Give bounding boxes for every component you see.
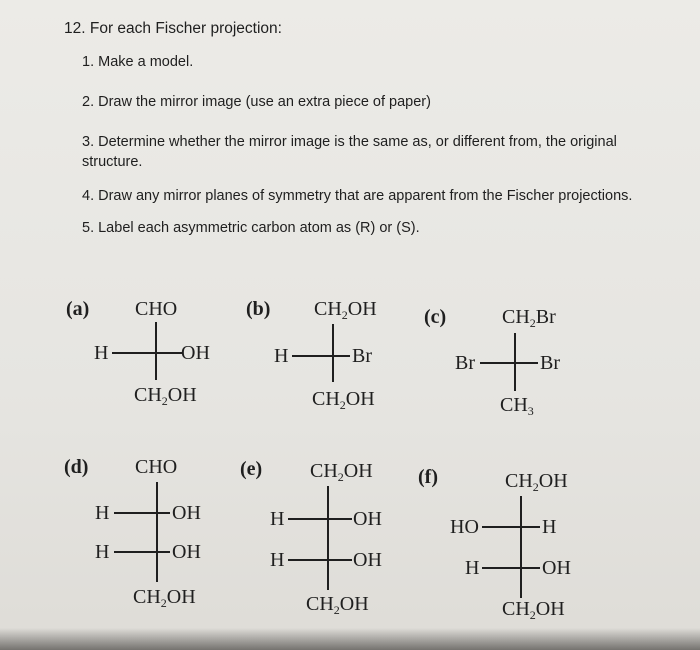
horizontal-bond-d1 [114, 512, 170, 514]
right-group-d1: OH [172, 502, 201, 524]
bottom-group-b: $CH_2OH$ [312, 388, 375, 412]
label-c: (c) [424, 306, 447, 328]
step-2: 2. Draw the mirror image (use an extra piece of paper) [82, 94, 431, 110]
left-group-d1: H [95, 502, 110, 524]
step-5: 5. Label each asymmetric carbon atom as (R) or (S). [82, 220, 420, 236]
label-f: (f) [418, 466, 438, 488]
bottom-group-f: $CH_2OH$ [502, 598, 565, 622]
horizontal-bond-b [292, 355, 350, 357]
right-group-a: OH [181, 342, 210, 364]
right-group-e2: OH [353, 549, 382, 571]
horizontal-bond-c [480, 362, 538, 364]
top-group-f: $CH_2OH$ [505, 470, 568, 494]
top-group-a: CHO [135, 298, 178, 320]
label-e: (e) [240, 458, 263, 480]
label-b: (b) [246, 298, 271, 320]
right-group-b: Br [352, 345, 372, 367]
horizontal-bond-e2 [288, 559, 352, 561]
label-a: (a) [66, 298, 90, 320]
right-group-f1: H [542, 516, 557, 538]
right-group-f2: OH [542, 557, 571, 579]
vertical-bond-a [155, 322, 157, 380]
horizontal-bond-d2 [114, 551, 170, 553]
top-group-d: CHO [135, 456, 178, 478]
top-group-c: $CH_2Br$ [502, 306, 556, 330]
question-title: 12. For each Fischer projection: [64, 20, 282, 37]
horizontal-bond-e1 [288, 518, 352, 520]
photo-edge-shadow [0, 628, 700, 650]
bottom-group-d: $CH_2OH$ [133, 586, 196, 610]
step-1: 1. Make a model. [82, 54, 194, 70]
left-group-f1: HO [450, 516, 479, 538]
left-group-c: Br [455, 352, 475, 374]
step-3: 3. Determine whether the mirror image is the same as, or different from, the original structure. [82, 134, 617, 170]
top-group-b: $CH_2OH$ [314, 298, 377, 322]
vertical-bond-d [156, 482, 158, 582]
vertical-bond-f [520, 496, 522, 598]
bottom-group-c: $CH_3$ [500, 394, 534, 418]
left-group-b: H [274, 345, 289, 367]
vertical-bond-b [332, 324, 334, 382]
right-group-e1: OH [353, 508, 382, 530]
bottom-group-a: $CH_2OH$ [134, 384, 197, 408]
left-group-d2: H [95, 541, 110, 563]
horizontal-bond-f1 [482, 526, 540, 528]
left-group-a: H [94, 342, 109, 364]
right-group-d2: OH [172, 541, 201, 563]
vertical-bond-e [327, 486, 329, 590]
left-group-e1: H [270, 508, 285, 530]
right-group-c: Br [540, 352, 560, 374]
label-d: (d) [64, 456, 89, 478]
horizontal-bond-f2 [482, 567, 540, 569]
left-group-f2: H [465, 557, 480, 579]
bottom-group-e: $CH_2OH$ [306, 593, 369, 617]
horizontal-bond-a [112, 352, 182, 354]
left-group-e2: H [270, 549, 285, 571]
top-group-e: $CH_2OH$ [310, 460, 373, 484]
step-4: 4. Draw any mirror planes of symmetry that are apparent from the Fischer projections. [82, 188, 633, 204]
